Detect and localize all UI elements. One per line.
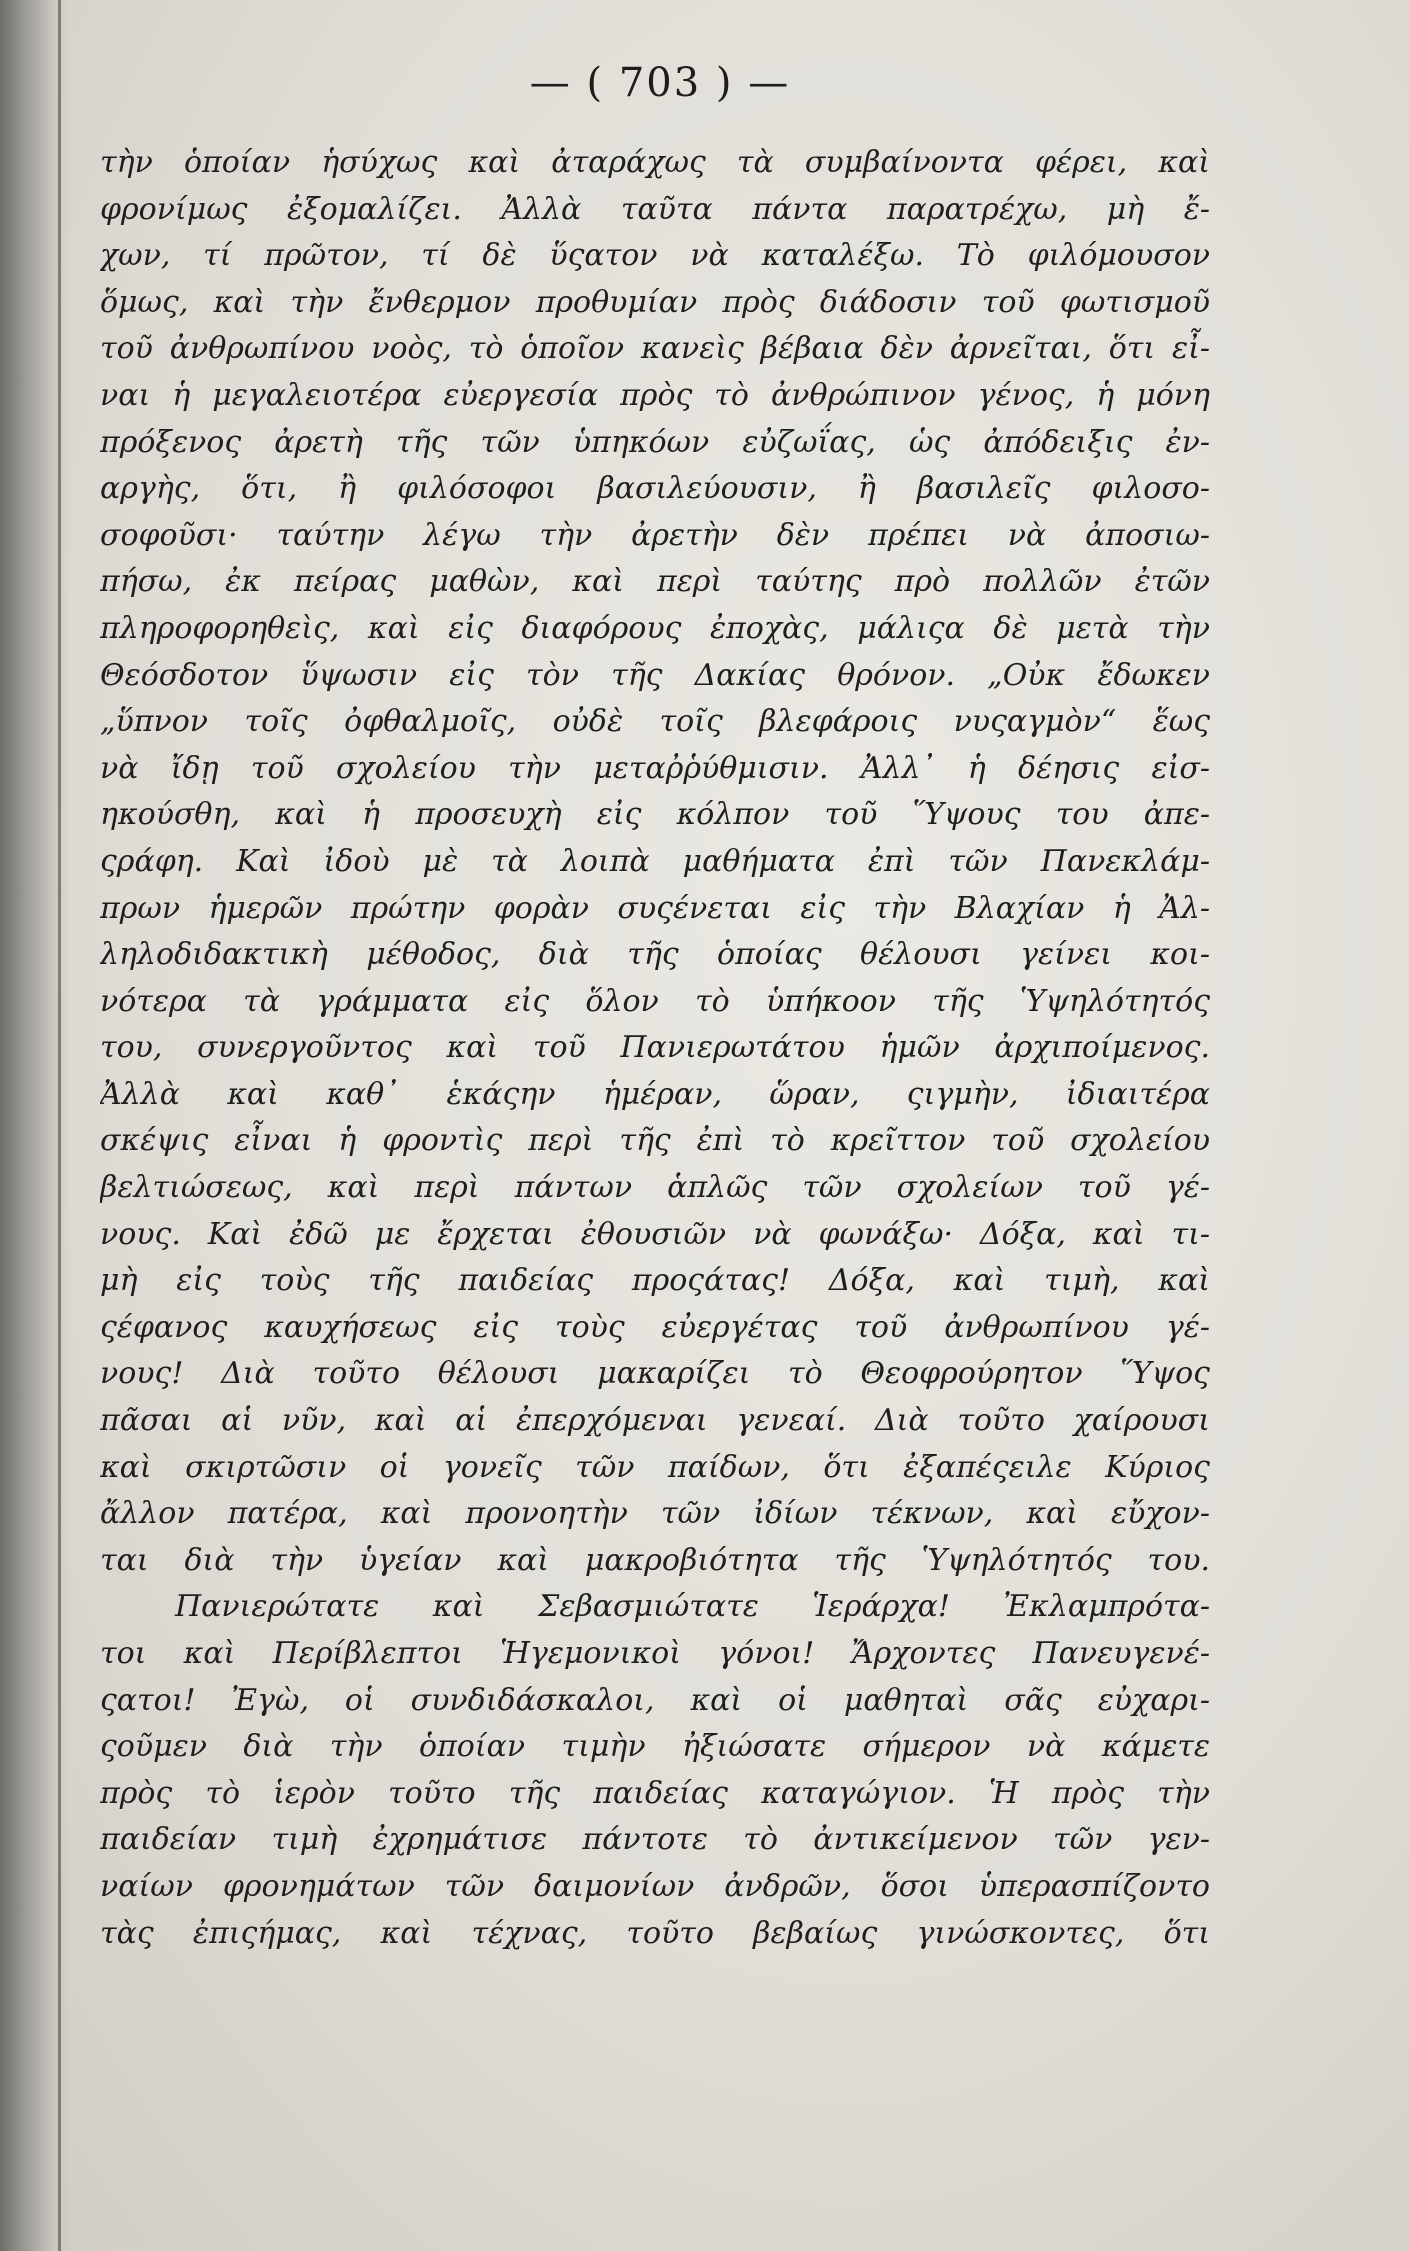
text-line: νους. Καὶ ἐδῶ με ἔρχεται ἐθουσιῶν νὰ φωνάξω· Δόξα, καὶ τι-: [100, 1216, 1210, 1252]
text-line: Ἀλλὰ καὶ καθ᾽ ἑκάςην ἡμέραν, ὥραν, ςιγμὴν, ἰδιαιτέρα: [100, 1076, 1210, 1112]
text-line: ςοῦμεν διὰ τὴν ὁποίαν τιμὴν ἠξιώσατε σήμερον νὰ κάμετε: [100, 1729, 1210, 1765]
text-line: νους! Διὰ τοῦτο θέλουσι μακαρίζει τὸ Θεοφρούρητον Ὕψος: [100, 1356, 1210, 1392]
text-line: ναι ἡ μεγαλειοτέρα εὐεργεσία πρὸς τὸ ἀνθρώπινον γένος, ἡ μόνη: [100, 377, 1210, 413]
text-line: τὰς ἐπιςήμας, καὶ τέχνας, τοῦτο βεβαίως γινώσκοντες, ὅτι: [100, 1915, 1210, 1951]
text-line: φρονίμως ἐξομαλίζει. Ἀλλὰ ταῦτα πάντα παρατρέχω, μὴ ἔ-: [100, 191, 1210, 227]
text-line: σοφοῦσι· ταύτην λέγω τὴν ἀρετὴν δὲν πρέπει νὰ ἀποσιω-: [100, 517, 1210, 553]
text-line: τοῦ ἀνθρωπίνου νοὸς, τὸ ὁποῖον κανεὶς βέβαια δὲν ἀρνεῖται, ὅτι εἶ-: [100, 331, 1210, 367]
text-line: χων, τί πρῶτον, τί δὲ ὕςατον νὰ καταλέξω. Τὸ φιλόμουσον: [100, 238, 1210, 274]
text-line: τὴν ὁποίαν ἡσύχως καὶ ἀταράχως τὰ συμβαίνοντα φέρει, καὶ: [100, 145, 1210, 180]
text-line: αργὴς, ὅτι, ἢ φιλόσοφοι βασιλεύουσιν, ἢ βασιλεῖς φιλοσο-: [100, 471, 1210, 507]
text-line: πληροφορηθεὶς, καὶ εἰς διαφόρους ἐποχὰς, μάλιςα δὲ μετὰ τὴν: [100, 610, 1210, 646]
text-line: ται διὰ τὴν ὑγείαν καὶ μακροβιότητα τῆς Ὑψηλότητός του.: [100, 1542, 1210, 1578]
text-line: παιδείαν τιμὴ ἐχρημάτισε πάντοτε τὸ ἀντικείμενον τῶν γεν-: [100, 1822, 1210, 1858]
text-line: ηκούσθη, καὶ ἡ προσευχὴ εἰς κόλπον τοῦ Ὕψους του ἀπε-: [100, 797, 1210, 833]
text-line: βελτιώσεως, καὶ περὶ πάντων ἁπλῶς τῶν σχολείων τοῦ γέ-: [100, 1170, 1210, 1206]
text-line: νὰ ἴδῃ τοῦ σχολείου τὴν μεταῤῥύθμισιν. Ἀλλ᾽ ἡ δέησις εἰσ-: [100, 750, 1210, 786]
text-line: ἄλλον πατέρα, καὶ προνοητὴν τῶν ἰδίων τέκνων, καὶ εὔχον-: [100, 1496, 1210, 1532]
text-line: πρων ἡμερῶν πρώτην φορὰν συςένεται εἰς τὴν Βλαχίαν ἡ Ἀλ-: [100, 890, 1210, 926]
text-line: του, συνεργοῦντος καὶ τοῦ Πανιερωτάτου ἡμῶν ἀρχιποίμενος.: [100, 1030, 1210, 1066]
text-line: καὶ σκιρτῶσιν οἱ γονεῖς τῶν παίδων, ὅτι ἐξαπέςειλε Κύριος: [100, 1449, 1210, 1485]
text-line: τοι καὶ Περίβλεπτοι Ἡγεμονικοὶ γόνοι! Ἄρχοντες Πανευγενέ-: [100, 1636, 1210, 1671]
page-body: [100, 40, 1220, 2200]
binding-edge: [58, 0, 61, 2251]
text-line: ςατοι! Ἐγὼ, οἱ συνδιδάσκαλοι, καὶ οἱ μαθηταὶ σᾶς εὐχαρι-: [100, 1682, 1210, 1718]
text-line: „ὕπνον τοῖς ὀφθαλμοῖς, οὐδὲ τοῖς βλεφάροις νυςαγμὸν“ ἕως: [100, 704, 1210, 740]
text-line: ςέφανος καυχήσεως εἰς τοὺς εὐεργέτας τοῦ ἀνθρωπίνου γέ-: [100, 1309, 1210, 1345]
text-line: ληλοδιδακτικὴ μέθοδος, διὰ τῆς ὁποίας θέλουσι γείνει κοι-: [100, 937, 1210, 973]
text-line: νότερα τὰ γράμματα εἰς ὅλον τὸ ὑπήκοον τῆς Ὑψηλότητός: [100, 983, 1210, 1019]
text-line: πρὸς τὸ ἱερὸν τοῦτο τῆς παιδείας καταγώγιον. Ἡ πρὸς τὴν: [100, 1775, 1210, 1811]
text-line: ὅμως, καὶ τὴν ἔνθερμον προθυμίαν πρὸς διάδοσιν τοῦ φωτισμοῦ: [100, 284, 1210, 320]
text-line: μὴ εἰς τοὺς τῆς παιδείας προςάτας! Δόξα, καὶ τιμὴ, καὶ: [100, 1263, 1210, 1299]
text-line: Πανιερώτατε καὶ Σεβασμιώτατε Ἱεράρχα! Ἐκλαμπρότα-: [175, 1589, 1210, 1625]
body-text: [100, 140, 1210, 1957]
text-line: σκέψις εἶναι ἡ φροντὶς περὶ τῆς ἐπὶ τὸ κρεῖττον τοῦ σχολείου: [100, 1123, 1210, 1159]
text-line: πήσω, ἐκ πείρας μαθὼν, καὶ περὶ ταύτης πρὸ πολλῶν ἐτῶν: [100, 564, 1210, 600]
text-line: Θεόσδοτον ὕψωσιν εἰς τὸν τῆς Δακίας θρόνον. „Οὐκ ἔδωκεν: [100, 657, 1210, 693]
text-line: πᾶσαι αἱ νῦν, καὶ αἱ ἐπερχόμεναι γενεαί. Διὰ τοῦτο χαίρουσι: [100, 1403, 1210, 1439]
page-number-header: — ( 703 ) —: [529, 60, 791, 106]
text-line: ναίων φρονημάτων τῶν δαιμονίων ἀνδρῶν, ὅσοι ὑπερασπίζοντο: [100, 1868, 1210, 1904]
text-line: πρόξενος ἀρετὴ τῆς τῶν ὑπηκόων εὐζωΐας, ὡς ἀπόδειξις ἐν-: [100, 424, 1210, 460]
text-line: ςράφη. Καὶ ἰδοὺ μὲ τὰ λοιπὰ μαθήματα ἐπὶ τῶν Πανεκλάμ-: [100, 843, 1210, 879]
